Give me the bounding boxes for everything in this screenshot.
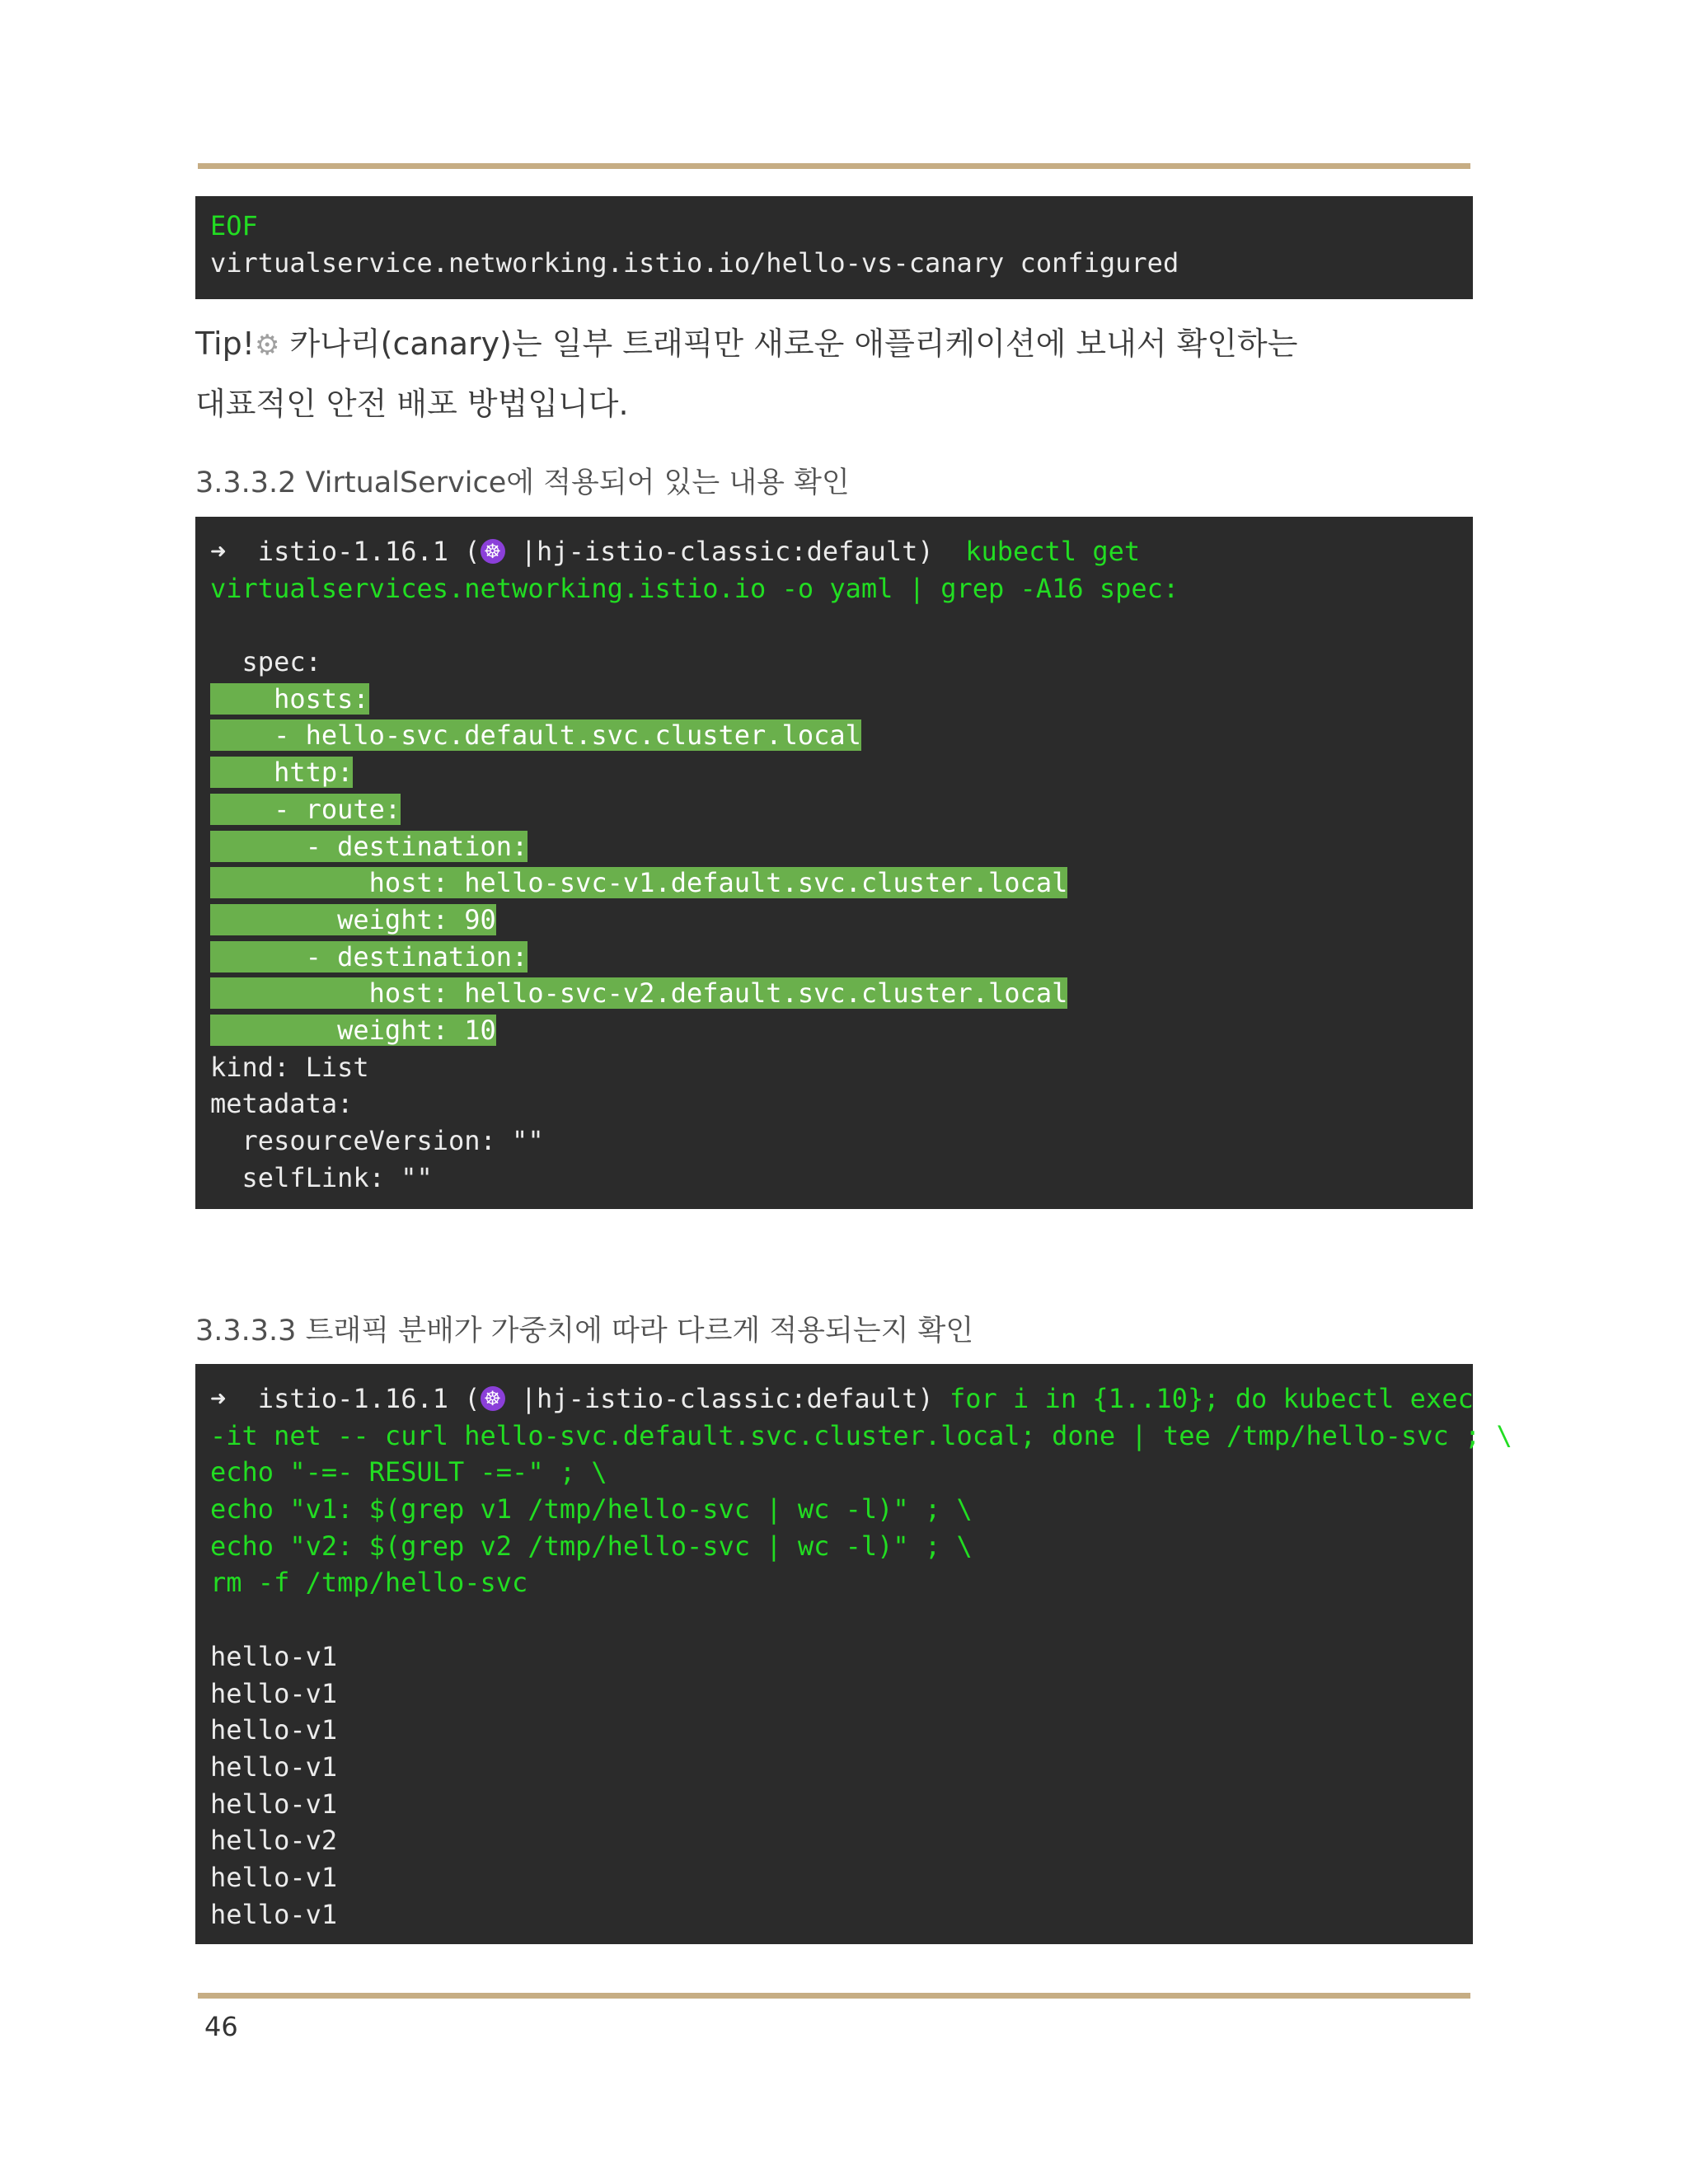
prompt-line [210, 533, 1458, 570]
output-line: hello-v1 [210, 1640, 338, 1672]
prompt-context: |hj-istio-classic:default) [504, 536, 966, 567]
page-number: 46 [204, 2011, 238, 2042]
prompt-context: |hj-istio-classic:default) [504, 1383, 950, 1414]
tip-line-1 [195, 315, 1481, 375]
code-line: EOF [210, 210, 258, 241]
code-line: metadata: [210, 1088, 354, 1120]
highlighted-line [210, 975, 1458, 1012]
highlight: - destination: [210, 830, 528, 862]
highlighted-line [210, 939, 1458, 976]
kubernetes-icon [481, 539, 505, 564]
gear-icon: ⚙ [254, 329, 280, 362]
output-line: hello-v1 [210, 1788, 338, 1820]
highlighted-line [210, 791, 1458, 828]
command-text: -it net -- curl hello-svc.default.svc.cluster.local; done | tee /tmp/hello-svc ; \ [210, 1419, 1512, 1451]
highlight: host: hello-svc-v1.default.svc.cluster.local [210, 867, 1068, 899]
tip-label: Tip! [195, 326, 255, 362]
highlighted-line [210, 717, 1458, 754]
highlighted-line [210, 681, 1458, 718]
command-text: echo "v2: $(grep v2 /tmp/hello-svc | wc -l)" ; \ [210, 1530, 973, 1562]
prompt-dir: istio-1.16.1 ( [226, 1383, 481, 1414]
highlight: - destination: [210, 940, 528, 972]
highlight: host: hello-svc-v2.default.svc.cluster.local [210, 977, 1068, 1010]
output-line: hello-v1 [210, 1714, 338, 1746]
command-text: echo "-=- RESULT -=-" ; \ [210, 1456, 607, 1488]
code-block-traffic-test [195, 1364, 1512, 1944]
prompt-arrow-icon: ➜ [210, 1383, 227, 1414]
output-line: hello-v1 [210, 1898, 338, 1930]
highlighted-line [210, 1012, 1458, 1049]
highlighted-line [210, 902, 1458, 939]
highlighted-line [210, 865, 1458, 902]
blank-line [210, 607, 1458, 644]
command-text: rm -f /tmp/hello-svc [210, 1567, 528, 1599]
prompt-arrow-icon: ➜ [210, 536, 227, 567]
highlight: - hello-svc.default.svc.cluster.local [210, 719, 861, 752]
tip-line-2: 대표적인 안전 배포 방법입니다. [195, 386, 629, 422]
highlight: hosts: [210, 682, 369, 715]
blank-line [210, 1601, 1458, 1638]
code-line: selfLink: "" [210, 1161, 433, 1193]
highlight: weight: 10 [210, 1014, 496, 1046]
command-text: echo "v1: $(grep v1 /tmp/hello-svc | wc -l)" ; \ [210, 1493, 973, 1526]
highlighted-line [210, 828, 1458, 865]
section-heading-3-3-3-3: 3.3.3.3 트래픽 분배가 가중치에 따라 다르게 적용되는지 확인 [195, 1315, 974, 1347]
prompt-dir: istio-1.16.1 ( [226, 536, 481, 567]
code-block-apply-output [195, 196, 1473, 299]
output-line: hello-v1 [210, 1861, 338, 1893]
command-text: virtualservices.networking.istio.io -o yaml | grep -A16 spec: [210, 572, 1179, 604]
kubernetes-icon [481, 1386, 505, 1411]
command-text: for i in {1..10}; do kubectl exec [949, 1383, 1474, 1414]
prompt-line [210, 1380, 1474, 1418]
code-block-virtualservice-spec [195, 517, 1473, 1209]
output-line: hello-v2 [210, 1825, 338, 1857]
highlight: - route: [210, 793, 401, 825]
bottom-rule [198, 1993, 1470, 1999]
output-line: hello-v1 [210, 1750, 338, 1783]
code-line: resourceVersion: "" [210, 1125, 544, 1156]
code-line: virtualservice.networking.istio.io/hello-vs-canary configured [210, 246, 1179, 279]
tip-text-1: 카나리(canary)는 일부 트래픽만 새로운 애플리케이션에 보내서 확인하는 [279, 326, 1298, 362]
highlight: weight: 90 [210, 903, 496, 935]
tip-paragraph [195, 315, 1481, 434]
code-line: spec: [210, 646, 321, 678]
highlighted-line [210, 754, 1458, 791]
top-rule [198, 163, 1470, 169]
section-heading-3-3-3-2: 3.3.3.2 VirtualService에 적용되어 있는 내용 확인 [195, 466, 850, 499]
command-text: kubectl get [965, 536, 1141, 567]
output-line: hello-v1 [210, 1677, 338, 1709]
highlight: http: [210, 757, 354, 789]
code-line: kind: List [210, 1051, 369, 1083]
